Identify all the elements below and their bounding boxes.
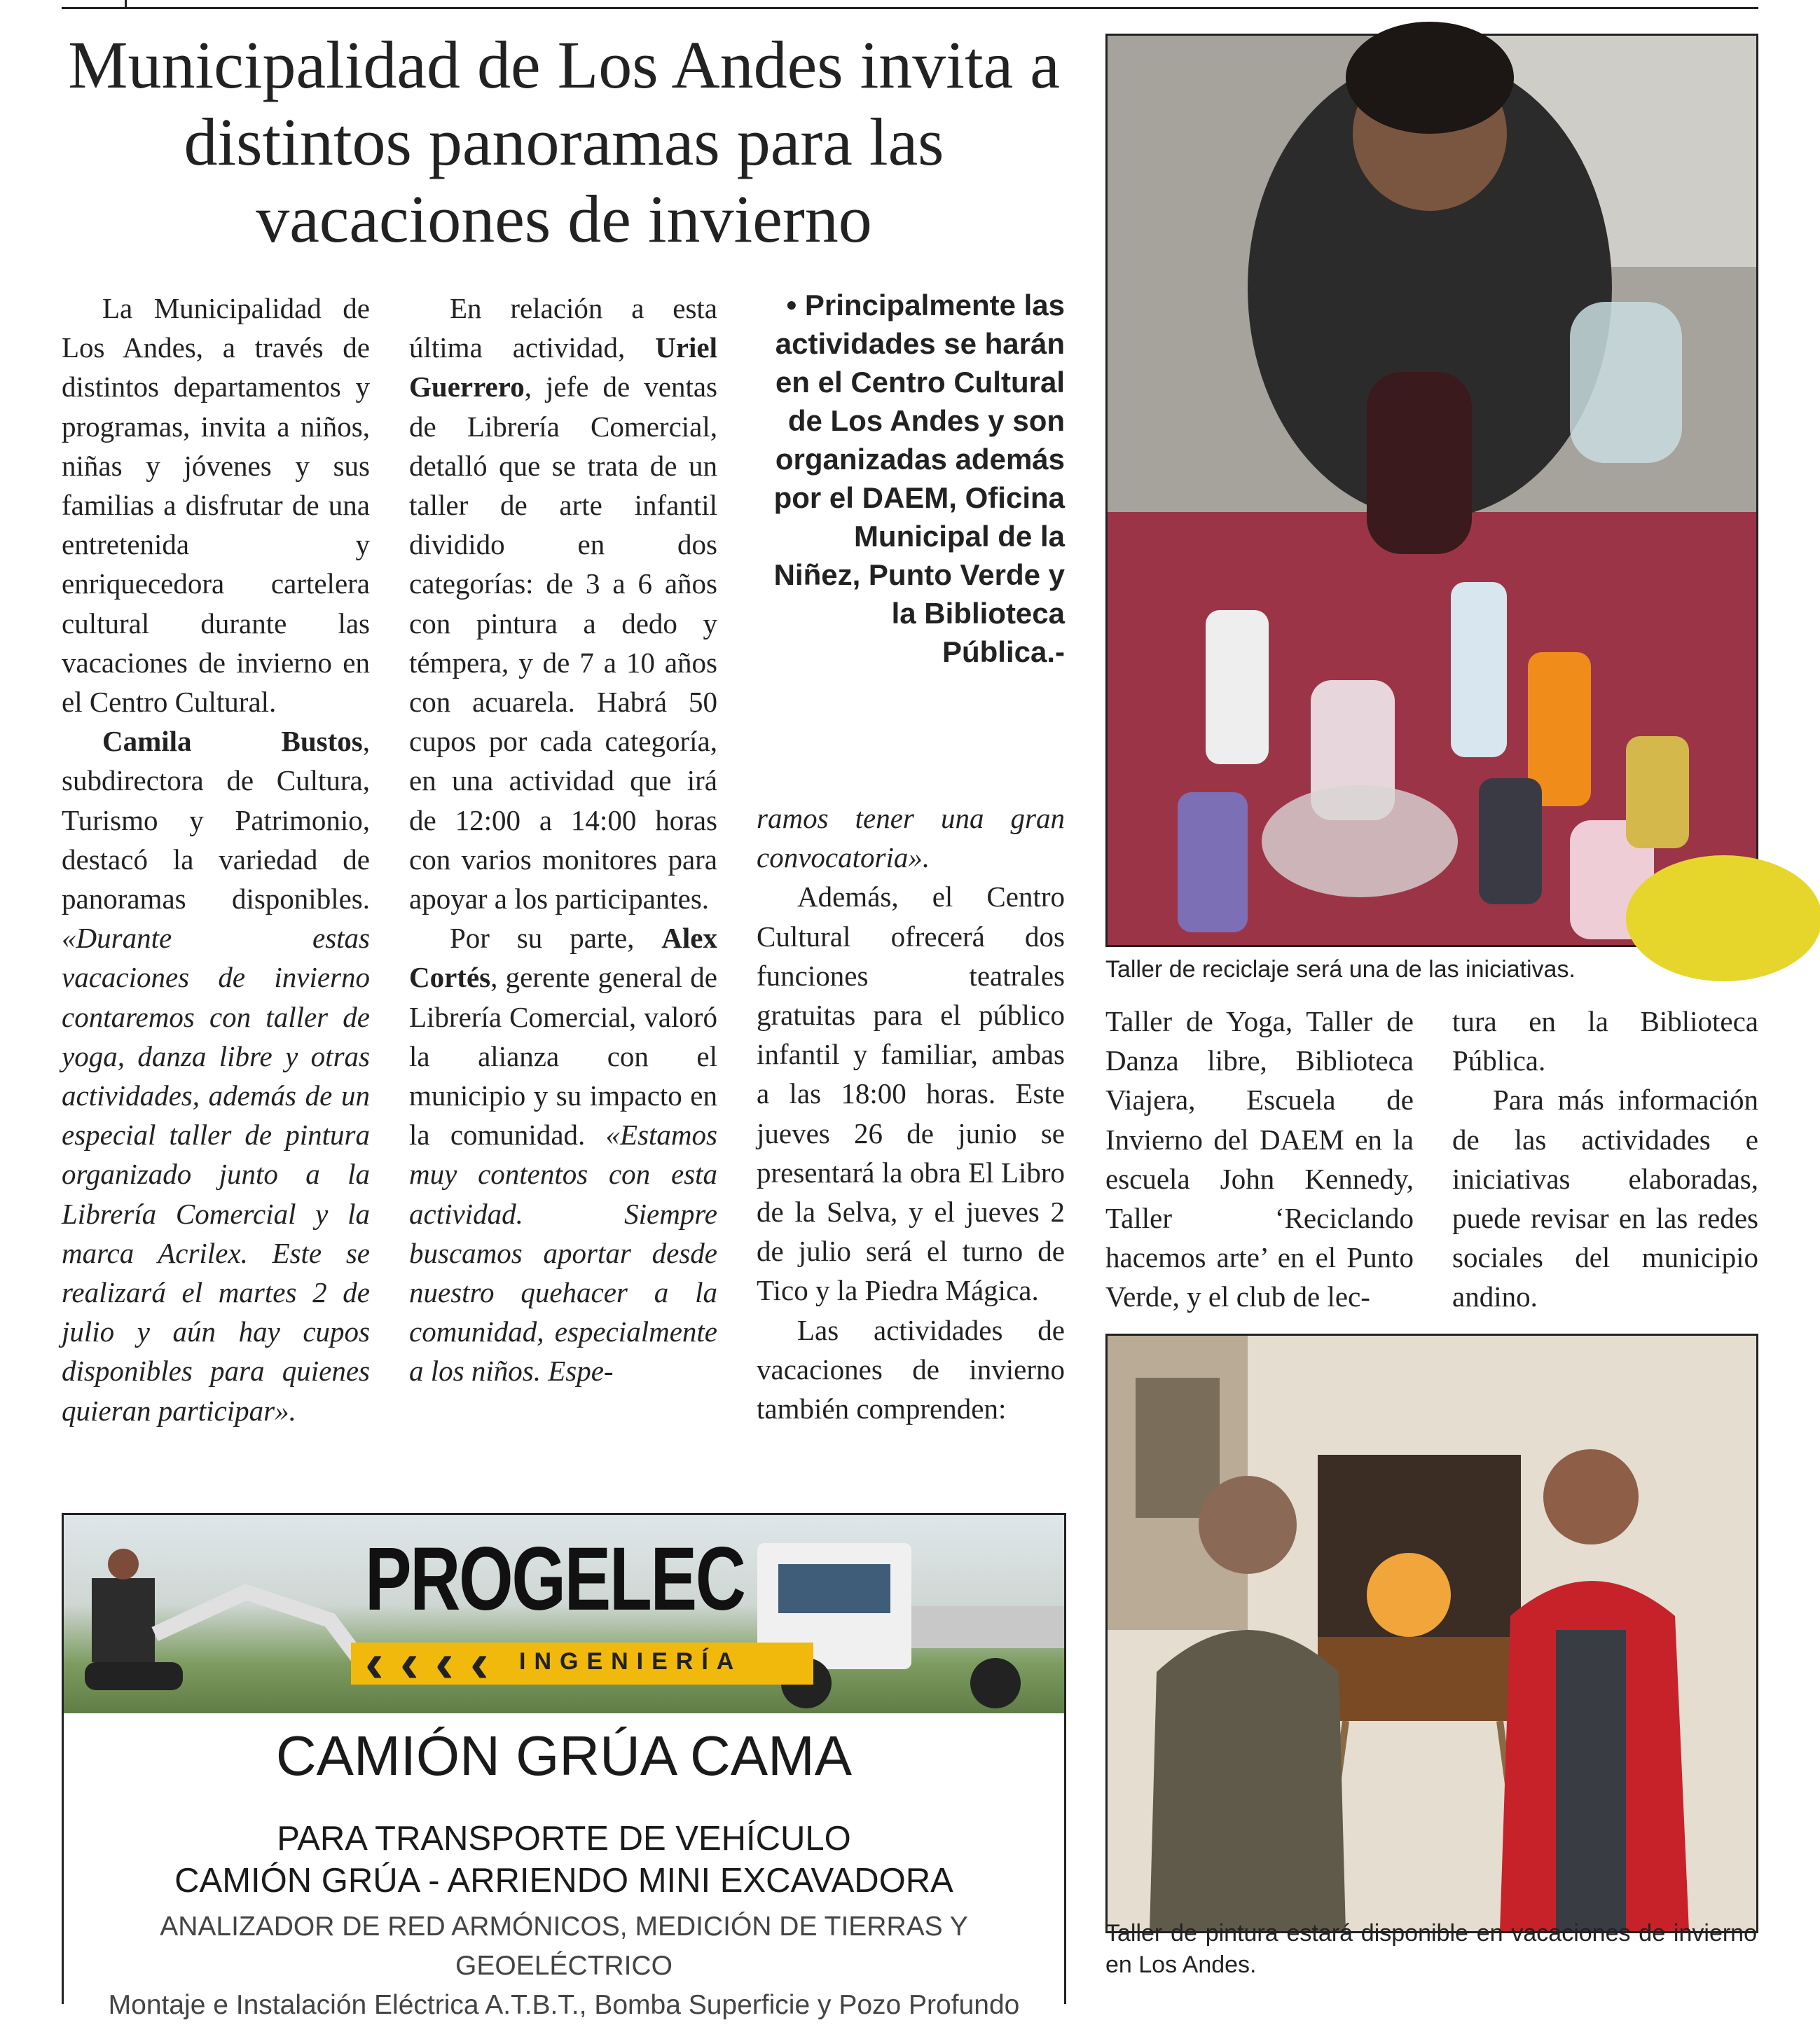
- photo-painting-workshop: [1105, 1334, 1758, 1933]
- photo-recycling-workshop: [1105, 34, 1758, 947]
- ad-brand-logo: PROGELEC: [365, 1529, 745, 1629]
- photo-painting-workshop-art: [1108, 1336, 1756, 1931]
- person-name: Alex Cortés: [409, 922, 717, 994]
- article-column-3: [757, 799, 1065, 1428]
- ad-details: ANALIZADOR DE RED ARMÓNICOS, MEDICIÓN DE TIERRAS Y GEOELÉCTRICO Montaje e Instalación Eléctrica A.T.B.T., Bomba Superficie y Pozo Profundo: [108, 1912, 1020, 2020]
- paragraph: Taller de Yoga, Taller de Danza libre, Biblioteca Viajera, Escuela de Invierno del DAEM en la escuela John Kennedy, Taller ‘Reciclando hacemos arte’ en el Punto Verde, y el club de lec-: [1105, 1005, 1414, 1313]
- quote: «Estamos muy contentos con esta actividad. Siempre buscamos aportar desde nuestro quehacer a la comunidad, especialmente a los niños. Espe-: [409, 1119, 717, 1388]
- ad-services: PARA TRANSPORTE DE VEHÍCULO CAMIÓN GRÚA - ARRIENDO MINI EXCAVADORA: [174, 1820, 953, 1900]
- person-name: Uriel Guerrero: [409, 331, 717, 403]
- chevron-left-icon: ‹: [470, 1631, 489, 1694]
- ad-subbrand: INGENIERÍA: [519, 1648, 743, 1675]
- paragraph: Por su parte, Alex Cortés, gerente general de Librería Comercial, valoró la alianza con el municipio y su impacto en la comunidad. «Estamos muy contentos con esta actividad. Siempre buscamos aportar desde nuestro quehacer a la comunidad, especialmente a los niños. Espe-: [409, 922, 717, 1388]
- person-name: Camila Bustos: [102, 725, 363, 758]
- paragraph: tura en la Biblioteca Pública.: [1452, 1005, 1758, 1077]
- photo-caption: Taller de pintura estará disponible en vacaciones de invierno en Los Andes.: [1105, 1920, 1757, 1978]
- chevron-left-icon: ‹: [400, 1631, 419, 1694]
- ad-banner-image: [64, 1515, 1064, 1713]
- chevron-left-icon: ‹: [365, 1631, 384, 1694]
- paragraph: En relación a esta última actividad, Uriel Guerrero, jefe de ventas de Librería Comercial, detalló que se trata de un taller de arte infantil dividido en dos categorías: de 3 a 6 años con pintura a dedo y témpera, y de 7 a 10 años con acuarela. Habrá 50 cupos por cada categoría, en una actividad que irá de 12:00 a 14:00 horas con varios monitores para apoyar a los participantes.: [409, 292, 717, 915]
- quote: ramos tener una gran convocatoria».: [757, 802, 1065, 874]
- paragraph: Las actividades de vacaciones de invierno también comprenden:: [757, 1313, 1065, 1425]
- pull-quote: • Principalmente las actividades se harán en el Centro Cultural de Los Andes y son organizadas además por el DAEM, Oficina Municipal de la Niñez, Punto Verde y la Biblioteca Pública.-: [773, 289, 1065, 668]
- paragraph: Además, el Centro Cultural ofrecerá dos funciones teatrales gratuitas para el público infantil y familiar, ambas a las 18:00 horas. Este jueves 26 de junio se presentará la obra El Libro de la Selva, y el jueves 2 de julio será el turno de Tico y la Piedra Mágica.: [757, 880, 1065, 1307]
- paragraph: Para más información de las actividades e iniciativas elaboradas, puede revisar en las redes sociales del municipio andino.: [1452, 1084, 1758, 1313]
- article-column-2: [409, 289, 717, 1391]
- paragraph: Camila Bustos, subdirectora de Cultura, Turismo y Patrimonio, destacó la variedad de panoramas disponibles. «Durante estas vacaciones de invierno contaremos con taller de yoga, danza libre y otras actividades, además de un especial taller de pintura organizado junto a la Librería Comercial y la marca Acrilex. Este se realizará el martes 2 de julio y aún hay cupos disponibles para quienes quieran participar».: [62, 725, 370, 1427]
- top-rule-tick: [125, 0, 127, 8]
- photo-recycling-workshop-art: [1108, 36, 1756, 945]
- article-column-5: [1452, 1002, 1758, 1317]
- article-column-1: [62, 289, 370, 1430]
- article-headline: Municipalidad de Los Andes invita a distintos panoramas para las vacaciones de invierno: [68, 27, 1060, 256]
- top-rule: [62, 7, 1758, 9]
- ad-headline: CAMIÓN GRÚA CAMA: [275, 1725, 853, 1787]
- advertisement: [62, 1513, 1066, 2020]
- quote: «Durante estas vacaciones de invierno contaremos con taller de yoga, danza libre y otras actividades, además de un especial taller de pintura organizado junto a la Librería Comercial y la marca Acrilex. Este se realizará el martes 2 de julio y aún hay cupos disponibles para quienes quieran participar».: [62, 922, 370, 1427]
- article-column-4: [1105, 1002, 1414, 1317]
- chevron-left-icon: ‹: [435, 1631, 454, 1694]
- photo-caption: Taller de reciclaje será una de las iniciativas.: [1105, 956, 1576, 983]
- paragraph: La Municipalidad de Los Andes, a través de distintos departamentos y programas, invita a niños, niñas y jóvenes y sus familias a disfrutar de una entretenida y enriquecedora cartelera cultural durante las vacaciones de invierno en el Centro Cultural.: [62, 292, 370, 719]
